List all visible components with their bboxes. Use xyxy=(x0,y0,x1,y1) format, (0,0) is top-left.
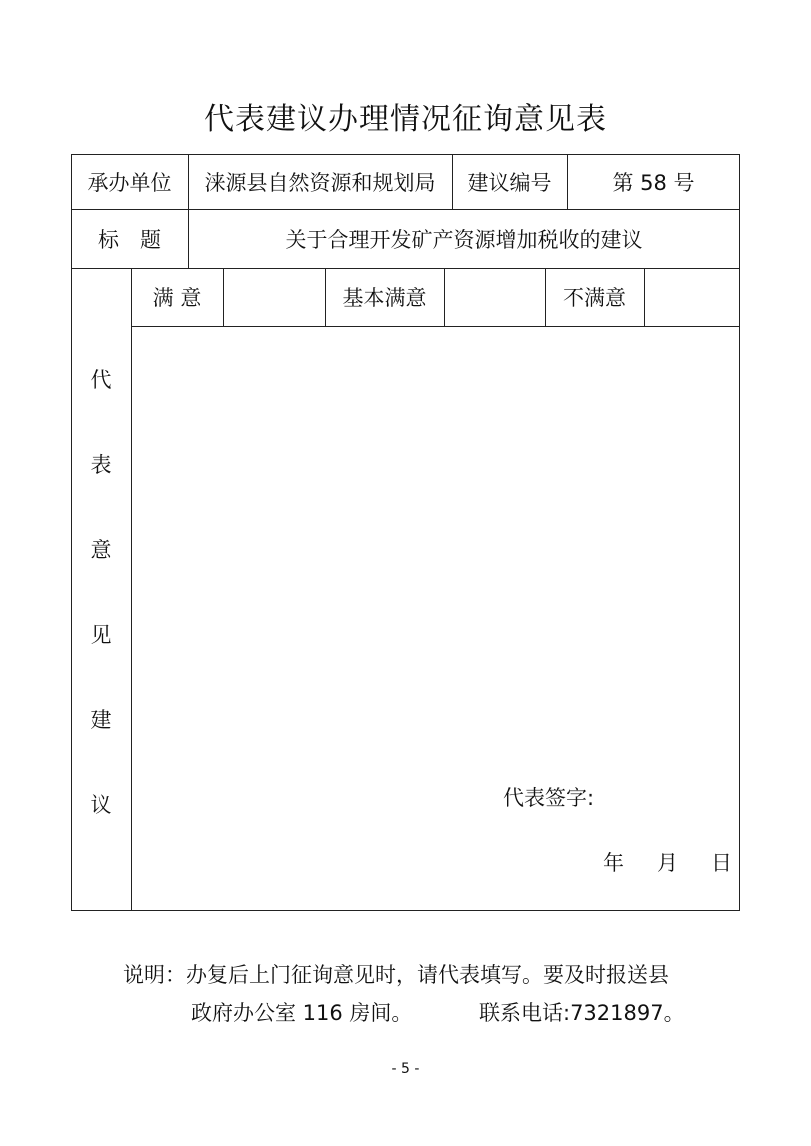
opinion-label-char: 意 xyxy=(90,538,112,562)
unit-label: 承办单位 xyxy=(87,170,172,195)
rating-satisfied-label: 满 意 xyxy=(152,286,202,310)
rating-satisfied-box[interactable] xyxy=(223,268,325,326)
opinion-label-char: 代 xyxy=(90,368,112,392)
note-line-1: 说明：办复后上门征询意见时，请代表填写。要及时报送县 xyxy=(123,963,669,987)
opinion-label-char: 建 xyxy=(90,708,112,732)
note-line-2b: 联系电话:7321897。 xyxy=(479,1001,685,1025)
page-number: - 5 - xyxy=(391,1061,420,1077)
opinion-label-char: 议 xyxy=(90,793,112,817)
opinion-content-area[interactable] xyxy=(132,327,739,910)
rating-basic-label: 基本满意 xyxy=(342,286,427,310)
date-month: 月 xyxy=(657,851,678,875)
opinion-label xyxy=(71,268,131,911)
unit-value: 涞源县自然资源和规划局 xyxy=(204,170,436,195)
opinion-label-char: 见 xyxy=(90,623,112,647)
title-value: 关于合理开发矿产资源增加税收的建议 xyxy=(285,227,643,252)
rating-unsatisfied-label: 不满意 xyxy=(563,286,626,310)
date-year: 年 xyxy=(603,851,624,875)
number-label: 建议编号 xyxy=(467,170,552,195)
page-title: 代表建议办理情况征询意见表 xyxy=(204,102,607,137)
rating-unsatisfied-box[interactable] xyxy=(644,268,740,326)
number-value: 第 58 号 xyxy=(612,170,695,195)
opinion-form xyxy=(71,154,740,911)
date-day: 日 xyxy=(711,851,732,875)
title-label: 标 题 xyxy=(98,227,161,252)
rating-basic-box[interactable] xyxy=(444,268,545,326)
border-bottom xyxy=(71,910,740,911)
signature-label: 代表签字: xyxy=(503,786,595,810)
note-line-2a: 政府办公室 116 房间。 xyxy=(191,1001,413,1025)
opinion-label-char: 表 xyxy=(90,453,112,477)
